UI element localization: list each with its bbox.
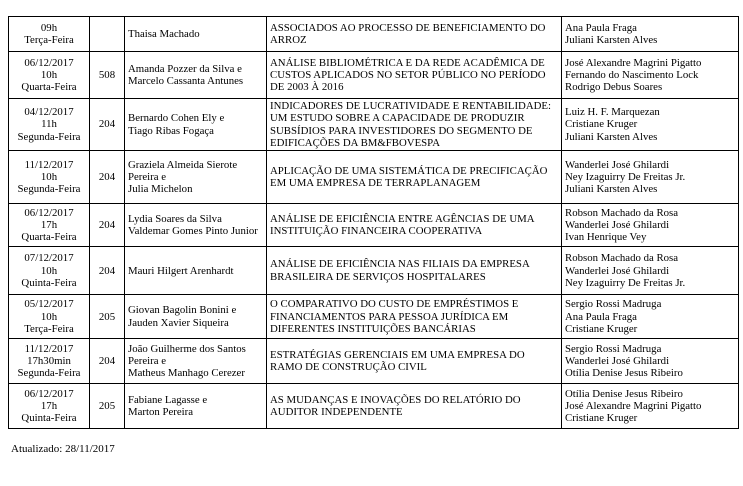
cell-datetime <box>9 204 90 247</box>
cell-line: 17h <box>40 219 58 232</box>
cell-line: Wanderlei José Ghilardi <box>565 219 670 232</box>
cell-students <box>125 99 267 151</box>
cell-room <box>90 52 125 99</box>
cell-line: ASSOCIADOS AO PROCESSO DE BENEFICIAMENTO DO ARROZ <box>270 21 546 46</box>
cell-line: Lydia Soares da Silva <box>128 212 222 225</box>
cell-room <box>90 339 125 384</box>
cell-room <box>90 384 125 429</box>
cell-room <box>90 17 125 52</box>
cell-line: 205 <box>98 310 116 323</box>
cell-line: Bernardo Cohen Ely e <box>128 112 225 125</box>
cell-room <box>90 247 125 295</box>
cell-line: Wanderlei José Ghilardi <box>565 264 670 277</box>
cell-datetime <box>9 99 90 151</box>
cell-room <box>90 295 125 339</box>
cell-line: 04/12/2017 <box>24 106 74 119</box>
cell-line: Cristiane Kruger <box>565 412 638 425</box>
updated-date-note: Atualizado: 28/11/2017 <box>11 443 115 455</box>
cell-line: Segunda-Feira <box>17 367 81 380</box>
cell-line: Ney Izaguirry De Freitas Jr. <box>565 171 686 184</box>
cell-line: 205 <box>98 400 116 413</box>
cell-line: 10h <box>40 68 58 81</box>
cell-line: Quinta-Feira <box>21 412 77 425</box>
cell-line: Thaisa Machado <box>128 27 200 40</box>
cell-line: 10h <box>40 310 58 323</box>
cell-line: Amanda Pozzer da Silva e <box>128 62 242 75</box>
cell-room <box>90 99 125 151</box>
cell-line: 204 <box>98 118 116 131</box>
schedule-table <box>8 16 739 429</box>
cell-line: Wanderlei José Ghilardi <box>565 158 670 171</box>
table-row <box>9 384 739 429</box>
table-row <box>9 17 739 52</box>
cell-line: Jauden Xavier Siqueira <box>128 316 229 329</box>
table-row <box>9 247 739 295</box>
cell-line: 204 <box>98 355 116 368</box>
cell-line: Quarta-Feira <box>21 231 77 244</box>
cell-line: Segunda-Feira <box>17 183 81 196</box>
cell-title <box>267 384 562 429</box>
cell-line: 10h <box>40 264 58 277</box>
cell-line: O COMPARATIVO DO CUSTO DE EMPRÉSTIMOS E FINANCIAMENTOS PARA PESSOA JURÍDICA EM DIFERENTES INSTITUIÇÕES BANCÁRIAS <box>270 298 519 335</box>
cell-title <box>267 339 562 384</box>
cell-students <box>125 247 267 295</box>
cell-line: 11h <box>41 118 57 131</box>
table-row <box>9 204 739 247</box>
table-row <box>9 295 739 339</box>
cell-line: José Alexandre Magrini Pigatto <box>565 56 702 69</box>
cell-line: Valdemar Gomes Pinto Junior <box>128 225 258 238</box>
cell-line: Quarta-Feira <box>21 81 77 94</box>
cell-title <box>267 52 562 99</box>
cell-committee <box>562 99 739 151</box>
cell-line: Ana Paula Fraga <box>565 310 637 323</box>
cell-title <box>267 247 562 295</box>
cell-line: 17h <box>40 400 58 413</box>
cell-line: Mauri Hilgert Arenhardt <box>128 264 234 277</box>
cell-line: Otília Denise Jesus Ribeiro <box>565 367 683 380</box>
cell-line: Sergio Rossi Madruga <box>565 298 662 311</box>
cell-line: Terça-Feira <box>24 34 74 46</box>
cell-datetime <box>9 295 90 339</box>
cell-line: 09h <box>40 21 58 34</box>
cell-line: 06/12/2017 <box>24 387 74 400</box>
cell-line: Giovan Bagolin Bonini e <box>128 304 237 317</box>
cell-line: Quinta-Feira <box>21 276 77 289</box>
cell-line: 508 <box>98 68 116 81</box>
cell-line: João Guilherme dos Santos Pereira e <box>128 342 246 368</box>
cell-line: Marton Pereira <box>128 406 194 419</box>
cell-students <box>125 204 267 247</box>
cell-line: Wanderlei José Ghilardi <box>565 355 670 368</box>
cell-line: Matheus Manhago Cerezer <box>128 367 245 380</box>
cell-room <box>90 204 125 247</box>
cell-students <box>125 52 267 99</box>
cell-line: 06/12/2017 <box>24 56 74 69</box>
table-row <box>9 99 739 151</box>
cell-committee <box>562 384 739 429</box>
cell-title <box>267 295 562 339</box>
cell-line: Fernando do Nascimento Lock <box>565 68 699 81</box>
cell-line: Ney Izaguirry De Freitas Jr. <box>565 276 686 289</box>
table-row <box>9 339 739 384</box>
cell-line: Graziela Almeida Sierote Pereira e <box>128 158 238 184</box>
cell-line: Fabiane Lagasse e <box>128 393 208 406</box>
cell-committee <box>562 52 739 99</box>
cell-line: 06/12/2017 <box>24 206 74 219</box>
cell-committee <box>562 17 739 52</box>
cell-line: 17h30min <box>27 355 71 368</box>
cell-line: Juliani Karsten Alves <box>565 183 658 196</box>
cell-datetime <box>9 384 90 429</box>
cell-line: APLICAÇÃO DE UMA SISTEMÁTICA DE PRECIFICAÇÃO EM UMA EMPRESA DE TERRAPLANAGEM <box>270 164 548 190</box>
cell-students <box>125 17 267 52</box>
cell-committee <box>562 151 739 204</box>
cell-line: 05/12/2017 <box>24 298 74 311</box>
cell-room <box>90 151 125 204</box>
cell-line: Tiago Ribas Fogaça <box>128 124 214 137</box>
cell-students <box>125 384 267 429</box>
table-row <box>9 151 739 204</box>
cell-line: 11/12/2017 <box>24 342 74 355</box>
cell-students <box>125 339 267 384</box>
cell-line: 204 <box>98 219 116 232</box>
cell-datetime <box>9 52 90 99</box>
cell-line: Terça-Feira <box>24 322 74 335</box>
cell-datetime <box>9 151 90 204</box>
cell-datetime <box>9 17 90 52</box>
cell-line: Juliani Karsten Alves <box>565 34 658 46</box>
cell-title <box>267 99 562 151</box>
cell-line: 07/12/2017 <box>24 252 74 265</box>
cell-line: 204 <box>98 264 116 277</box>
cell-line: ANÁLISE DE EFICIÊNCIA NAS FILIAIS DA EMPRESA BRASILEIRA DE SERVIÇOS HOSPITALARES <box>270 258 530 283</box>
cell-line: ESTRATÉGIAS GERENCIAIS EM UMA EMPRESA DO RAMO DE CONSTRUÇÃO CIVIL <box>270 348 525 374</box>
cell-line: INDICADORES DE LUCRATIVIDADE E RENTABILIDADE: UM ESTUDO SOBRE A CAPACIDADE DE PRODUZIR SUBSÍDIOS PARA INVESTIDORES DO SEGMENTO DE EDIFICAÇÕES DA BM&FBOVESPA <box>270 100 552 149</box>
cell-line: Ana Paula Fraga <box>565 21 637 34</box>
cell-title <box>267 204 562 247</box>
cell-line: Robson Machado da Rosa <box>565 252 679 265</box>
cell-line: Otília Denise Jesus Ribeiro <box>565 387 683 400</box>
cell-committee <box>562 295 739 339</box>
cell-line: Marcelo Cassanta Antunes <box>128 75 244 87</box>
cell-line: ANÁLISE BIBLIOMÉTRICA E DA REDE ACADÊMICA DE CUSTOS APLICADOS NO SETOR PÚBLICO NO PERÍODO DE 2003 À 2016 <box>270 56 546 94</box>
cell-line: Julia Michelon <box>128 183 193 196</box>
cell-line: Cristiane Kruger <box>565 118 638 131</box>
cell-committee <box>562 339 739 384</box>
table-row <box>9 52 739 99</box>
cell-line: José Alexandre Magrini Pigatto <box>565 400 702 413</box>
cell-line: Cristiane Kruger <box>565 322 638 335</box>
cell-students <box>125 295 267 339</box>
cell-students <box>125 151 267 204</box>
cell-title <box>267 17 562 52</box>
cell-line: Segunda-Feira <box>17 130 81 143</box>
cell-line: 11/12/2017 <box>24 158 74 171</box>
cell-line: Juliani Karsten Alves <box>565 130 658 143</box>
cell-line: AS MUDANÇAS E INOVAÇÕES DO RELATÓRIO DO AUDITOR INDEPENDENTE <box>270 393 521 419</box>
cell-committee <box>562 247 739 295</box>
cell-datetime <box>9 247 90 295</box>
cell-line: Robson Machado da Rosa <box>565 206 679 219</box>
cell-title <box>267 151 562 204</box>
cell-line: ANÁLISE DE EFICIÊNCIA ENTRE AGÊNCIAS DE UMA INSTITUIÇÃO FINANCEIRA COOPERATIVA <box>270 212 534 238</box>
schedule-table-body <box>9 17 739 429</box>
cell-datetime <box>9 339 90 384</box>
cell-committee <box>562 204 739 247</box>
cell-line: 10h <box>40 171 58 184</box>
cell-line: 204 <box>98 171 116 184</box>
cell-line: Rodrigo Debus Soares <box>565 81 663 94</box>
cell-line: Sergio Rossi Madruga <box>565 342 662 355</box>
cell-line: Ivan Henrique Vey <box>565 231 647 244</box>
cell-line: Luiz H. F. Marquezan <box>565 106 660 119</box>
